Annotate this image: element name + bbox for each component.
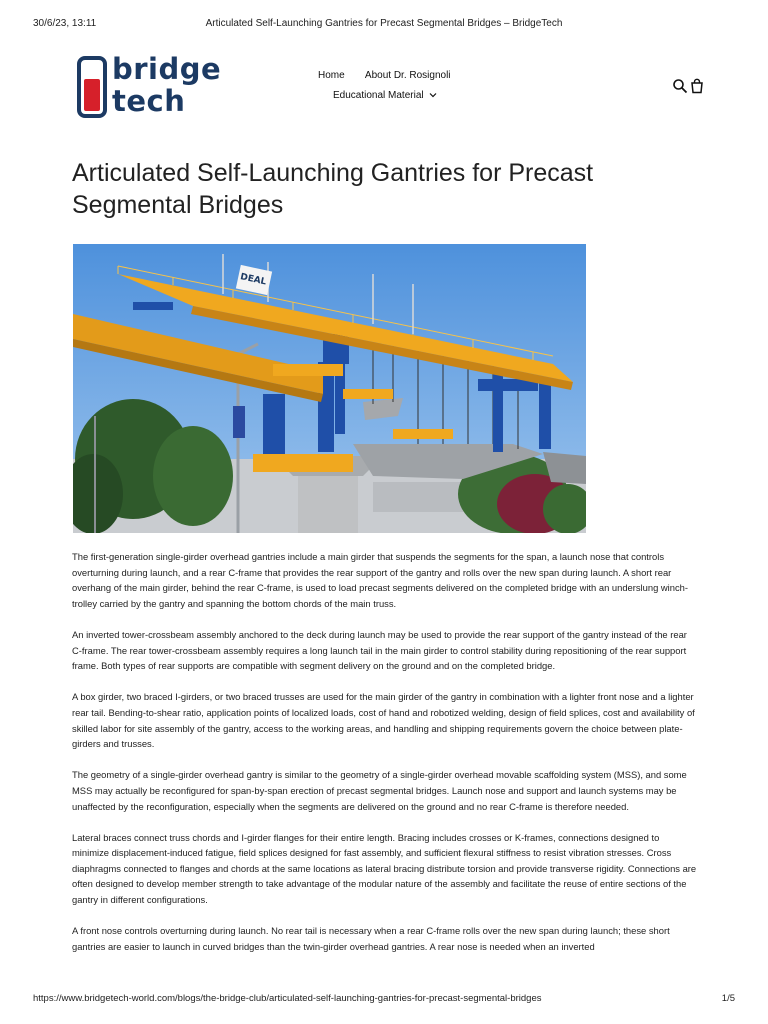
print-footer bbox=[33, 993, 735, 1007]
paragraph: Lateral braces connect truss chords and I-girder flanges for their entire length. Bracing includes crosses or K-frames, connections designed to minimize displacement-induced fatigue, field splices designed for fast assembly, and sufficient flexural stiffness to resist vibration stresses. Cross diaphragms connected to flanges and chords at the same locations as lateral bracing distribute torsion and provide transverse rigidity. Connections are often designed to develop member strength to take advantage of the modular nature of the assembly and facilitate the reuse of entire sections of the gantry in different configurations. bbox=[72, 831, 697, 906]
search-icon[interactable] bbox=[672, 78, 688, 94]
nav-about[interactable]: About Dr. Rosignoli bbox=[364, 70, 451, 81]
print-header bbox=[33, 18, 735, 32]
article-body bbox=[72, 549, 698, 970]
site-header bbox=[72, 52, 706, 122]
print-url[interactable]: https://www.bridgetech-world.com/blogs/the-bridge-club/articulated-self-launching-gantries-for-precast-segmental-bridges bbox=[33, 993, 542, 1004]
paragraph: The first-generation single-girder overhead gantries include a main girder that suspends the segments for the span, a launch nose that controls overturning during launch, and a rear C-frame that provides the rear support of the gantry and rolls over the new span during launch. A short rear overhang of the main girder, behind the rear C-frame, is used to load precast segments delivered on the completed bridge with an underslung winch-trolley carried by the gantry and spanning the bottom chords of the main truss. bbox=[72, 551, 688, 609]
site-logo[interactable] bbox=[76, 52, 222, 119]
paragraph: An inverted tower-crossbeam assembly anchored to the deck during launch may be used to provide the rear support of the gantry instead of the rear C-frame. The rear tower-crossbeam assembly requires a long launch tail in the main girder to control stability during repositioning of the rear support frame. Both types of rear supports are compatible with segment delivery on the ground and on the completed bridge. bbox=[72, 628, 687, 672]
cart-icon[interactable] bbox=[689, 78, 705, 94]
page-title: Articulated Self-Launching Gantries for Precast Segmental Bridges bbox=[72, 159, 594, 219]
chevron-down-icon bbox=[429, 92, 437, 98]
nav-home[interactable]: Home bbox=[318, 70, 345, 81]
page-number: 1/5 bbox=[721, 993, 735, 1004]
paragraph: A box girder, two braced I-girders, or two braced trusses are used for the main girder of the gantry in combination with a lighter front nose and a lighter rear tail. Bending-to-shear ratio, application points of localized loads, cost of hand and robotized welding, design of field splices, cost and availability of skilled labor for site assembly of the gantry, access to the working areas, and handling and shipping requirements govern the choice between plate-girders and trusses. bbox=[72, 691, 695, 750]
gantry-photo bbox=[73, 244, 586, 533]
paragraph: A front nose controls overturning during launch. No rear tail is necessary when a rear C-frame rolls over the new span during launch; these short gantries are easier to launch in curved bridges than the twin-girder overhead gantries. A rear nose is needed when an inverted bbox=[72, 925, 670, 952]
nav-educational-label: Educational Material bbox=[333, 90, 424, 101]
nav-educational-material[interactable] bbox=[333, 90, 437, 101]
header-icons bbox=[672, 78, 706, 94]
print-datetime: 30/6/23, 13:11 bbox=[33, 18, 97, 29]
hero-banner-text: DEAL bbox=[239, 272, 268, 288]
paragraph: The geometry of a single-girder overhead gantry is similar to the geometry of a single-girder overhead movable scaffolding system (MSS), and some MSS may actually be reconfigured for span-by-span erection of precast segmental bridges. Launch nose and support and launch systems may be unaffected by the reconfiguration, especially when the segments are delivered on the ground and no rear C-frame is therefore needed. bbox=[72, 769, 687, 812]
print-doc-title: Articulated Self-Launching Gantries for Precast Segmental Bridges – BridgeTech bbox=[205, 18, 563, 29]
logo-mark-icon bbox=[76, 55, 108, 119]
hero-image bbox=[73, 244, 586, 533]
logo-word-tech: tech bbox=[112, 84, 186, 118]
logo-word-bridge: bridge bbox=[112, 52, 222, 86]
